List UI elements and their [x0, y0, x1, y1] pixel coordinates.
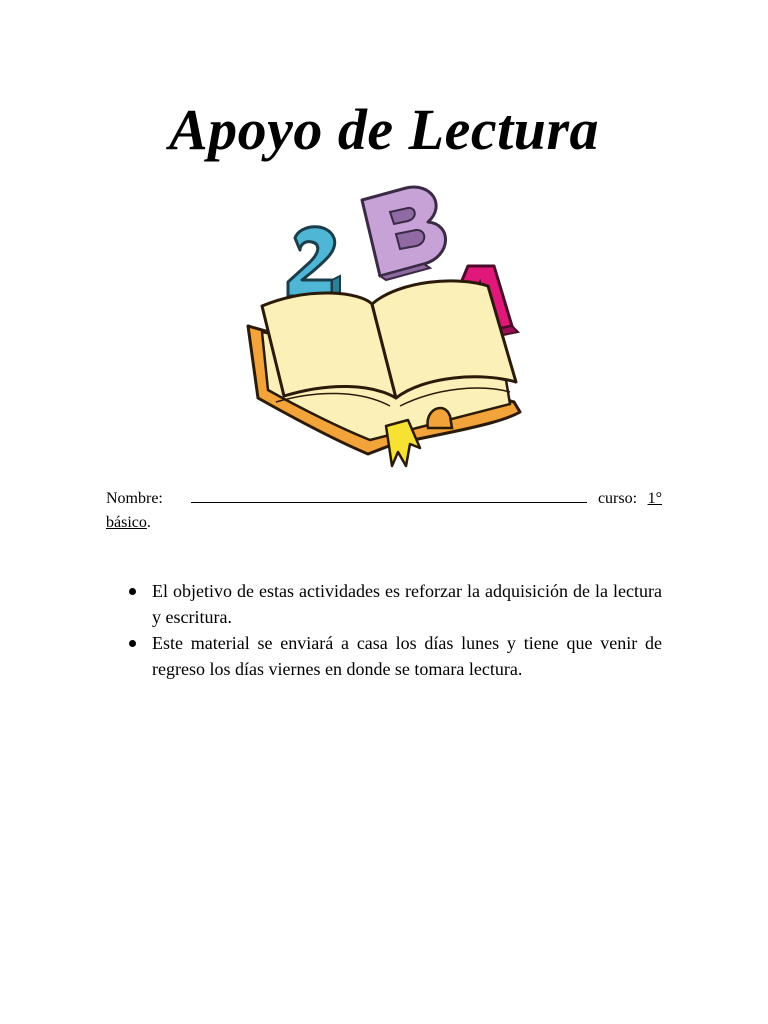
bullet-icon	[129, 588, 136, 595]
student-info	[106, 487, 662, 535]
info-line	[106, 487, 662, 511]
curso-value-grade: 1°	[647, 490, 662, 507]
curso-label: curso:	[597, 490, 638, 507]
list-item	[128, 630, 662, 682]
instructions-list	[128, 578, 662, 682]
list-item	[128, 578, 662, 630]
bullet-text: Este material se enviará a casa los días lunes y tiene que venir de regreso los días viernes en donde se tomara lectura.	[152, 633, 662, 679]
curso-value-period: .	[146, 514, 151, 531]
curso-value-level: básico	[106, 514, 147, 531]
bullet-text: El objetivo de estas actividades es reforzar la adquisición de la lectura y escritura.	[152, 581, 662, 627]
letter-b-icon	[362, 187, 446, 280]
nombre-label: Nombre:	[106, 490, 163, 507]
bullet-icon	[129, 640, 136, 647]
page-title: Apoyo de Lectura	[168, 97, 600, 162]
grade-line	[106, 511, 662, 535]
number-two-icon	[288, 227, 340, 296]
open-book-with-letters-icon	[200, 176, 568, 476]
nombre-blank-line	[191, 488, 587, 503]
